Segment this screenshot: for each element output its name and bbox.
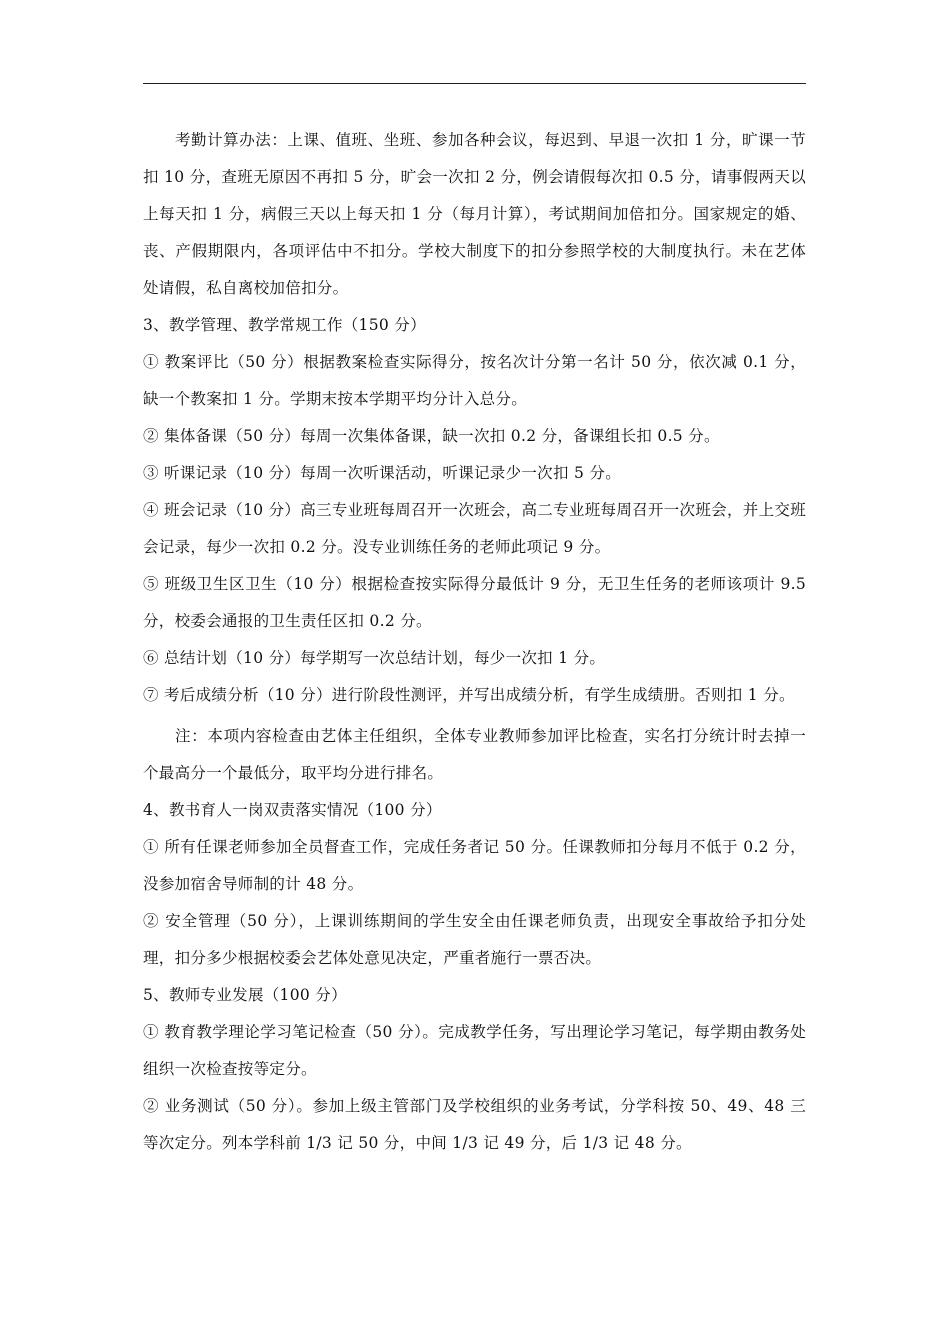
note-paragraph: 注：本项内容检查由艺体主任组织，全体专业教师参加评比检查，实名打分统计时去掉一个最高分一个最低分，取平均分进行排名。 — [143, 727, 806, 782]
header-rule — [143, 83, 806, 84]
item-lecture-notes: ③ 听课记录（10 分）每周一次听课活动，听课记录少一次扣 5 分。 — [143, 464, 621, 482]
item-safety: ② 安全管理（50 分），上课训练期间的学生安全由任课老师负责，出现安全事故给予扣分处理，扣分多少根据校委会艺体处意见决定，严重者施行一票否决。 — [143, 912, 806, 967]
document-body — [143, 122, 806, 1162]
item-theory-notes: ① 教育教学理论学习笔记检查（50 分）。完成教学任务，写出理论学习笔记，每学期由教务处组织一次检查按等定分。 — [143, 1023, 806, 1078]
item-group-prep: ② 集体备课（50 分）每周一次集体备课，缺一次扣 0.2 分，备课组长扣 0.5 分。 — [143, 427, 720, 445]
attendance-paragraph: 考勤计算办法：上课、值班、坐班、参加各种会议，每迟到、早退一次扣 1 分，旷课一节扣 10 分，查班无原因不再扣 5 分，旷会一次扣 2 分，例会请假每次扣 0.5 分，请事假两天以上每天扣 1 分，病假三天以上每天扣 1 分（每月计算），考试期间加倍扣分。国家规定的婚、丧、产假期限内，各项评估中不扣分。学校大制度下的扣分参照学校的大制度执行。未在艺体处请假，私自离校加倍扣分。 — [143, 131, 806, 297]
item-business-test: ② 业务测试（50 分）。参加上级主管部门及学校组织的业务考试，分学科按 50、49、48 三等次定分。列本学科前 1/3 记 50 分，中间 1/3 记 49 分，后 1/3 记 48 分。 — [143, 1097, 806, 1152]
section-heading-3: 3、教学管理、教学常规工作（150 分） — [143, 316, 426, 334]
section-heading-4: 4、教书育人一岗双责落实情况（100 分） — [143, 801, 442, 819]
item-class-meeting: ④ 班会记录（10 分）高三专业班每周召开一次班会，高二专业班每周召开一次班会，并上交班会记录，每少一次扣 0.2 分。没专业训练任务的老师此项记 9 分。 — [143, 501, 806, 556]
item-hygiene: ⑤ 班级卫生区卫生（10 分）根据检查按实际得分最低计 9 分，无卫生任务的老师该项计 9.5 分，校委会通报的卫生责任区扣 0.2 分。 — [143, 575, 806, 630]
item-lesson-plan: ① 教案评比（50 分）根据教案检查实际得分，按名次计分第一名计 50 分，依次减 0.1 分，缺一个教案扣 1 分。学期末按本学期平均分计入总分。 — [143, 353, 806, 408]
item-score-analysis: ⑦ 考后成绩分析（10 分）进行阶段性测评，并写出成绩分析，有学生成绩册。否则扣 1 分。 — [143, 686, 795, 704]
item-summary-plan: ⑥ 总结计划（10 分）每学期写一次总结计划，每少一次扣 1 分。 — [143, 649, 606, 667]
item-supervision: ① 所有任课老师参加全员督查工作，完成任务者记 50 分。任课教师扣分每月不低于 0.2 分，没参加宿舍导师制的计 48 分。 — [143, 838, 806, 893]
section-heading-5: 5、教师专业发展（100 分） — [143, 986, 347, 1004]
